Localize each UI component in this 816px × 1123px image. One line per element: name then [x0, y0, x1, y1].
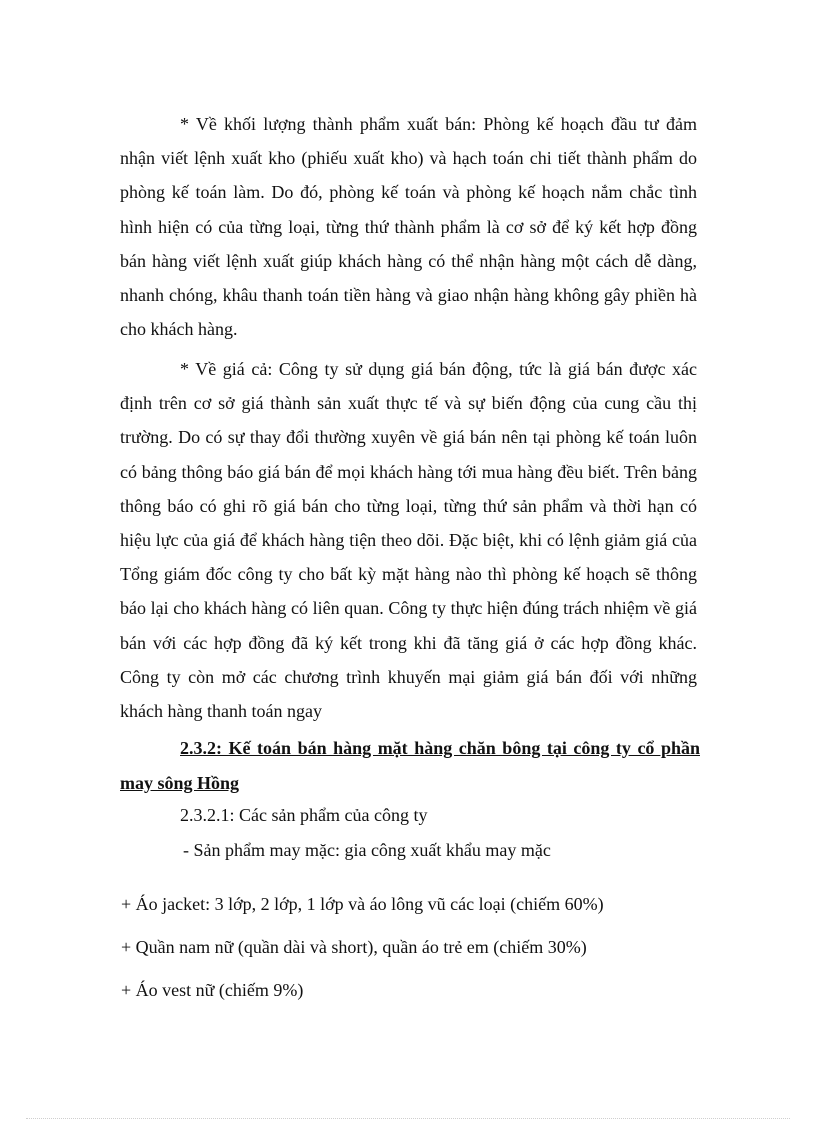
subsection-heading: 2.3.2.1: Các sản phẩm của công ty	[180, 805, 428, 825]
paragraph-pricing: * Về giá cả: Công ty sử dụng giá bán động, tức là giá bán được xác định trên cơ sở giá thành sản xuất thực tế và sự biến động của cung cầu thị trường. Do có sự thay đổi thường xuyên về giá bán nên tại phòng kế toán luôn có bảng thông báo giá bán để mọi khách hàng tới mua hàng đều biết. Trên bảng thông báo có ghi rõ giá bán cho từng loại, từng thứ sản phẩm và thời hạn có hiệu lực của giá để khách hàng tiện theo dõi. Đặc biệt, khi có lệnh giảm giá của Tổng giám đốc công ty cho bất kỳ mặt hàng nào thì phòng kế hoạch sẽ thông báo lại cho khách hàng có liên quan. Công ty thực hiện đúng trách nhiệm về giá bán với các hợp đồng đã ký kết trong khi đã tăng giá ở các hợp đồng khác. Công ty còn mở các chương trình khuyến mại giảm giá bán đối với những khách hàng thanh toán ngay	[120, 359, 697, 722]
paragraph-product-volume: * Về khối lượng thành phẩm xuất bán: Phòng kế hoạch đầu tư đảm nhận viết lệnh xuất kho (phiếu xuất kho) và hạch toán chi tiết thành phẩm do phòng kế toán làm. Do đó, phòng kế toán và phòng kế hoạch nắm chắc tình hình hiện có của từng loại, từng thứ thành phẩm là cơ sở để ký kết hợp đồng bán hàng viết lệnh xuất giúp khách hàng có thể nhận hàng một cách dễ dàng, nhanh chóng, khâu thanh toán tiền hàng và giao nhận hàng không gây phiền hà cho khách hàng.	[120, 114, 697, 340]
list-item: + Áo jacket: 3 lớp, 2 lớp, 1 lớp và áo lông vũ các loại (chiếm 60%)	[121, 894, 604, 914]
product-intro-line: - Sản phẩm may mặc: gia công xuất khẩu may mặc	[183, 840, 551, 860]
section-heading: 2.3.2: Kế toán bán hàng mặt hàng chăn bông tại công ty cổ phần may sông Hồng	[120, 738, 700, 793]
list-item: + Quần nam nữ (quần dài và short), quần áo trẻ em (chiếm 30%)	[121, 937, 587, 957]
page-bottom-divider	[26, 1118, 790, 1119]
list-item: + Áo vest nữ (chiếm 9%)	[121, 980, 304, 1000]
